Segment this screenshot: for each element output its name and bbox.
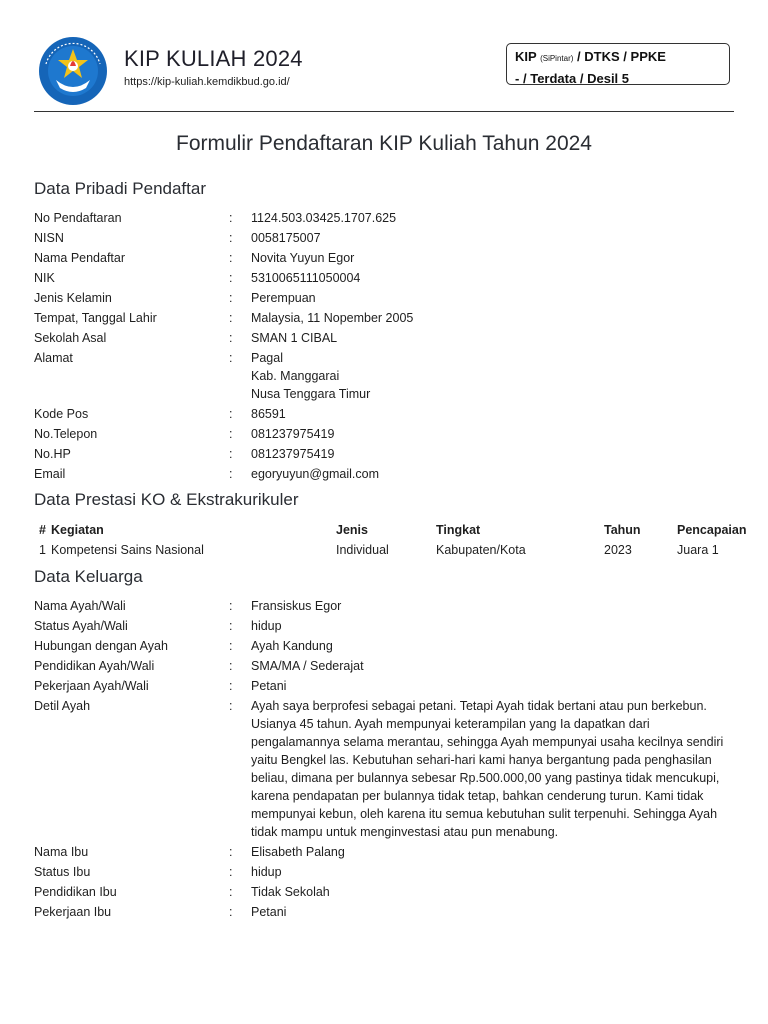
cell-jenis: Individual <box>336 543 389 557</box>
field-value: hidup <box>251 865 282 879</box>
field-colon: : <box>229 659 233 673</box>
pribadi-list <box>34 209 734 485</box>
section-title-keluarga: Data Keluarga <box>34 567 143 586</box>
field-label: Pekerjaan Ibu <box>34 905 112 919</box>
info-row <box>34 465 734 483</box>
status-sipintar: (SiPintar) <box>540 54 574 63</box>
column-header-jenis: Jenis <box>336 523 368 537</box>
field-label: Pekerjaan Ayah/Wali <box>34 679 149 693</box>
field-colon: : <box>229 351 233 365</box>
field-label: Kode Pos <box>34 407 89 421</box>
field-colon: : <box>229 639 233 653</box>
field-colon: : <box>229 331 233 345</box>
info-row <box>34 329 734 347</box>
field-label: Tempat, Tanggal Lahir <box>34 311 157 325</box>
status-sep: / <box>623 49 627 64</box>
tut-wuri-handayani-logo <box>36 36 110 106</box>
prestasi-table <box>34 520 750 560</box>
keluarga-list <box>34 597 734 923</box>
field-value: SMAN 1 CIBAL <box>251 331 338 345</box>
column-header-number: # <box>39 523 46 537</box>
field-value: 86591 <box>251 407 286 421</box>
field-value: Ayah saya berprofesi sebagai petani. Tetapi Ayah tidak bertani atau pun berkebun. Usianya 45 tahun. Ayah mempunyai keterampilan yang Ia dapatkan dari pengalamannya selama merantau, sehingga Ayah mempunyai usaha kecilnya sendiri yaitu Bengkel las. Kebutuhan sehari-hari kami hanya bergantung pada penghasilan beliau, dimana per bulannya sebesar Rp.500.000,00 yang pastinya tidak mencukupi, karena pendapatan per bulannya tidak tetap, bahkan cenderung turun. Kami tidak mempunyai kebun, oleh karena itu semua kebutuhan sulit terpenuhi. Sehingga Ayah tidak mampu untuk menginvestasi atau pun menabung. <box>251 699 724 839</box>
info-row <box>34 657 734 675</box>
info-row <box>34 445 734 463</box>
field-colon: : <box>229 427 233 441</box>
field-value: 5310065111050004 <box>251 271 361 285</box>
field-value: egoryuyun@gmail.com <box>251 467 380 481</box>
column-header-kegiatan: Kegiatan <box>51 523 104 537</box>
field-label: Nama Ayah/Wali <box>34 599 126 613</box>
field-label: Status Ayah/Wali <box>34 619 128 633</box>
field-label: Nama Pendaftar <box>34 251 126 265</box>
info-row <box>34 843 734 861</box>
field-label: No.HP <box>34 447 71 461</box>
field-colon: : <box>229 407 233 421</box>
status-sep: / <box>577 49 581 64</box>
field-value: 1124.503.03425.1707.625 <box>251 211 397 225</box>
field-label: Hubungan dengan Ayah <box>34 639 168 653</box>
info-row <box>34 309 734 327</box>
cell-pencapaian: Juara 1 <box>677 543 719 557</box>
field-label: No Pendaftaran <box>34 211 122 225</box>
field-value: SMA/MA / Sederajat <box>251 659 364 673</box>
info-row <box>34 229 734 247</box>
info-row <box>34 249 734 267</box>
status-dtks: DTKS <box>584 49 620 64</box>
app-title: KIP KULIAH 2024 <box>124 46 303 71</box>
cell-number: 1 <box>39 543 46 557</box>
info-row <box>34 677 734 695</box>
status-sep: / <box>579 71 584 86</box>
field-value: Novita Yuyun Egor <box>251 251 355 265</box>
table-header-row <box>34 520 750 540</box>
info-row <box>34 349 734 403</box>
field-value: Tidak Sekolah <box>251 885 330 899</box>
field-label: Email <box>34 467 66 481</box>
info-row <box>34 903 734 921</box>
info-row <box>34 289 734 307</box>
info-row <box>34 209 734 227</box>
cell-tahun: 2023 <box>604 543 632 557</box>
field-colon: : <box>229 905 233 919</box>
field-label: Sekolah Asal <box>34 331 107 345</box>
info-row <box>34 883 734 901</box>
field-value: Petani <box>251 679 287 693</box>
column-header-tingkat: Tingkat <box>436 523 481 537</box>
field-label: Status Ibu <box>34 865 91 879</box>
field-label: Detil Ayah <box>34 699 91 713</box>
field-value: Elisabeth Palang <box>251 845 345 859</box>
info-row <box>34 617 734 635</box>
column-header-tahun: Tahun <box>604 523 641 537</box>
info-row <box>34 697 734 841</box>
field-colon: : <box>229 885 233 899</box>
info-row <box>34 425 734 443</box>
field-label: NISN <box>34 231 64 245</box>
field-colon: : <box>229 211 233 225</box>
status-dash: - <box>515 71 520 86</box>
field-value: Fransiskus Egor <box>251 599 342 613</box>
cell-tingkat: Kabupaten/Kota <box>436 543 526 557</box>
section-title-pribadi: Data Pribadi Pendaftar <box>34 179 206 198</box>
column-header-pencapaian: Pencapaian <box>677 523 747 537</box>
field-colon: : <box>229 599 233 613</box>
field-colon: : <box>229 231 233 245</box>
info-row <box>34 405 734 423</box>
field-label: Pendidikan Ayah/Wali <box>34 659 155 673</box>
page-header <box>34 34 734 112</box>
cell-kegiatan: Kompetensi Sains Nasional <box>51 543 204 557</box>
info-row <box>34 637 734 655</box>
status-desil: Desil 5 <box>587 71 630 86</box>
field-value: Malaysia, 11 Nopember 2005 <box>251 311 414 325</box>
info-row <box>34 597 734 615</box>
field-label: Jenis Kelamin <box>34 291 112 305</box>
field-colon: : <box>229 291 233 305</box>
field-label: No.Telepon <box>34 427 98 441</box>
field-colon: : <box>229 865 233 879</box>
info-row <box>34 269 734 287</box>
field-value: 081237975419 <box>251 447 335 461</box>
form-title: Formulir Pendaftaran KIP Kuliah Tahun 2024 <box>176 132 592 155</box>
field-label: Alamat <box>34 351 73 365</box>
field-colon: : <box>229 845 233 859</box>
table-row <box>34 540 750 560</box>
field-label: Pendidikan Ibu <box>34 885 117 899</box>
field-label: NIK <box>34 271 55 285</box>
field-colon: : <box>229 699 233 713</box>
status-ppke: PPKE <box>630 49 666 64</box>
field-colon: : <box>229 467 233 481</box>
status-badge <box>506 43 730 85</box>
field-colon: : <box>229 619 233 633</box>
field-value: 0058175007 <box>251 231 321 245</box>
field-colon: : <box>229 251 233 265</box>
field-value: Ayah Kandung <box>251 639 333 653</box>
field-value: hidup <box>251 619 282 633</box>
info-row <box>34 863 734 881</box>
status-terdata: Terdata <box>530 71 577 86</box>
field-label: Nama Ibu <box>34 845 89 859</box>
site-url[interactable]: https://kip-kuliah.kemdikbud.go.id/ <box>124 76 290 88</box>
field-value: 081237975419 <box>251 427 335 441</box>
status-sep: / <box>522 71 527 86</box>
status-kip: KIP <box>515 49 537 64</box>
field-value: Perempuan <box>251 291 316 305</box>
header-divider <box>34 111 734 112</box>
field-value: Pagal Kab. Manggarai Nusa Tenggara Timur <box>251 351 371 401</box>
field-colon: : <box>229 311 233 325</box>
field-colon: : <box>229 271 233 285</box>
field-value: Petani <box>251 905 287 919</box>
section-title-prestasi: Data Prestasi KO & Ekstrakurikuler <box>34 490 299 509</box>
field-colon: : <box>229 679 233 693</box>
field-colon: : <box>229 447 233 461</box>
